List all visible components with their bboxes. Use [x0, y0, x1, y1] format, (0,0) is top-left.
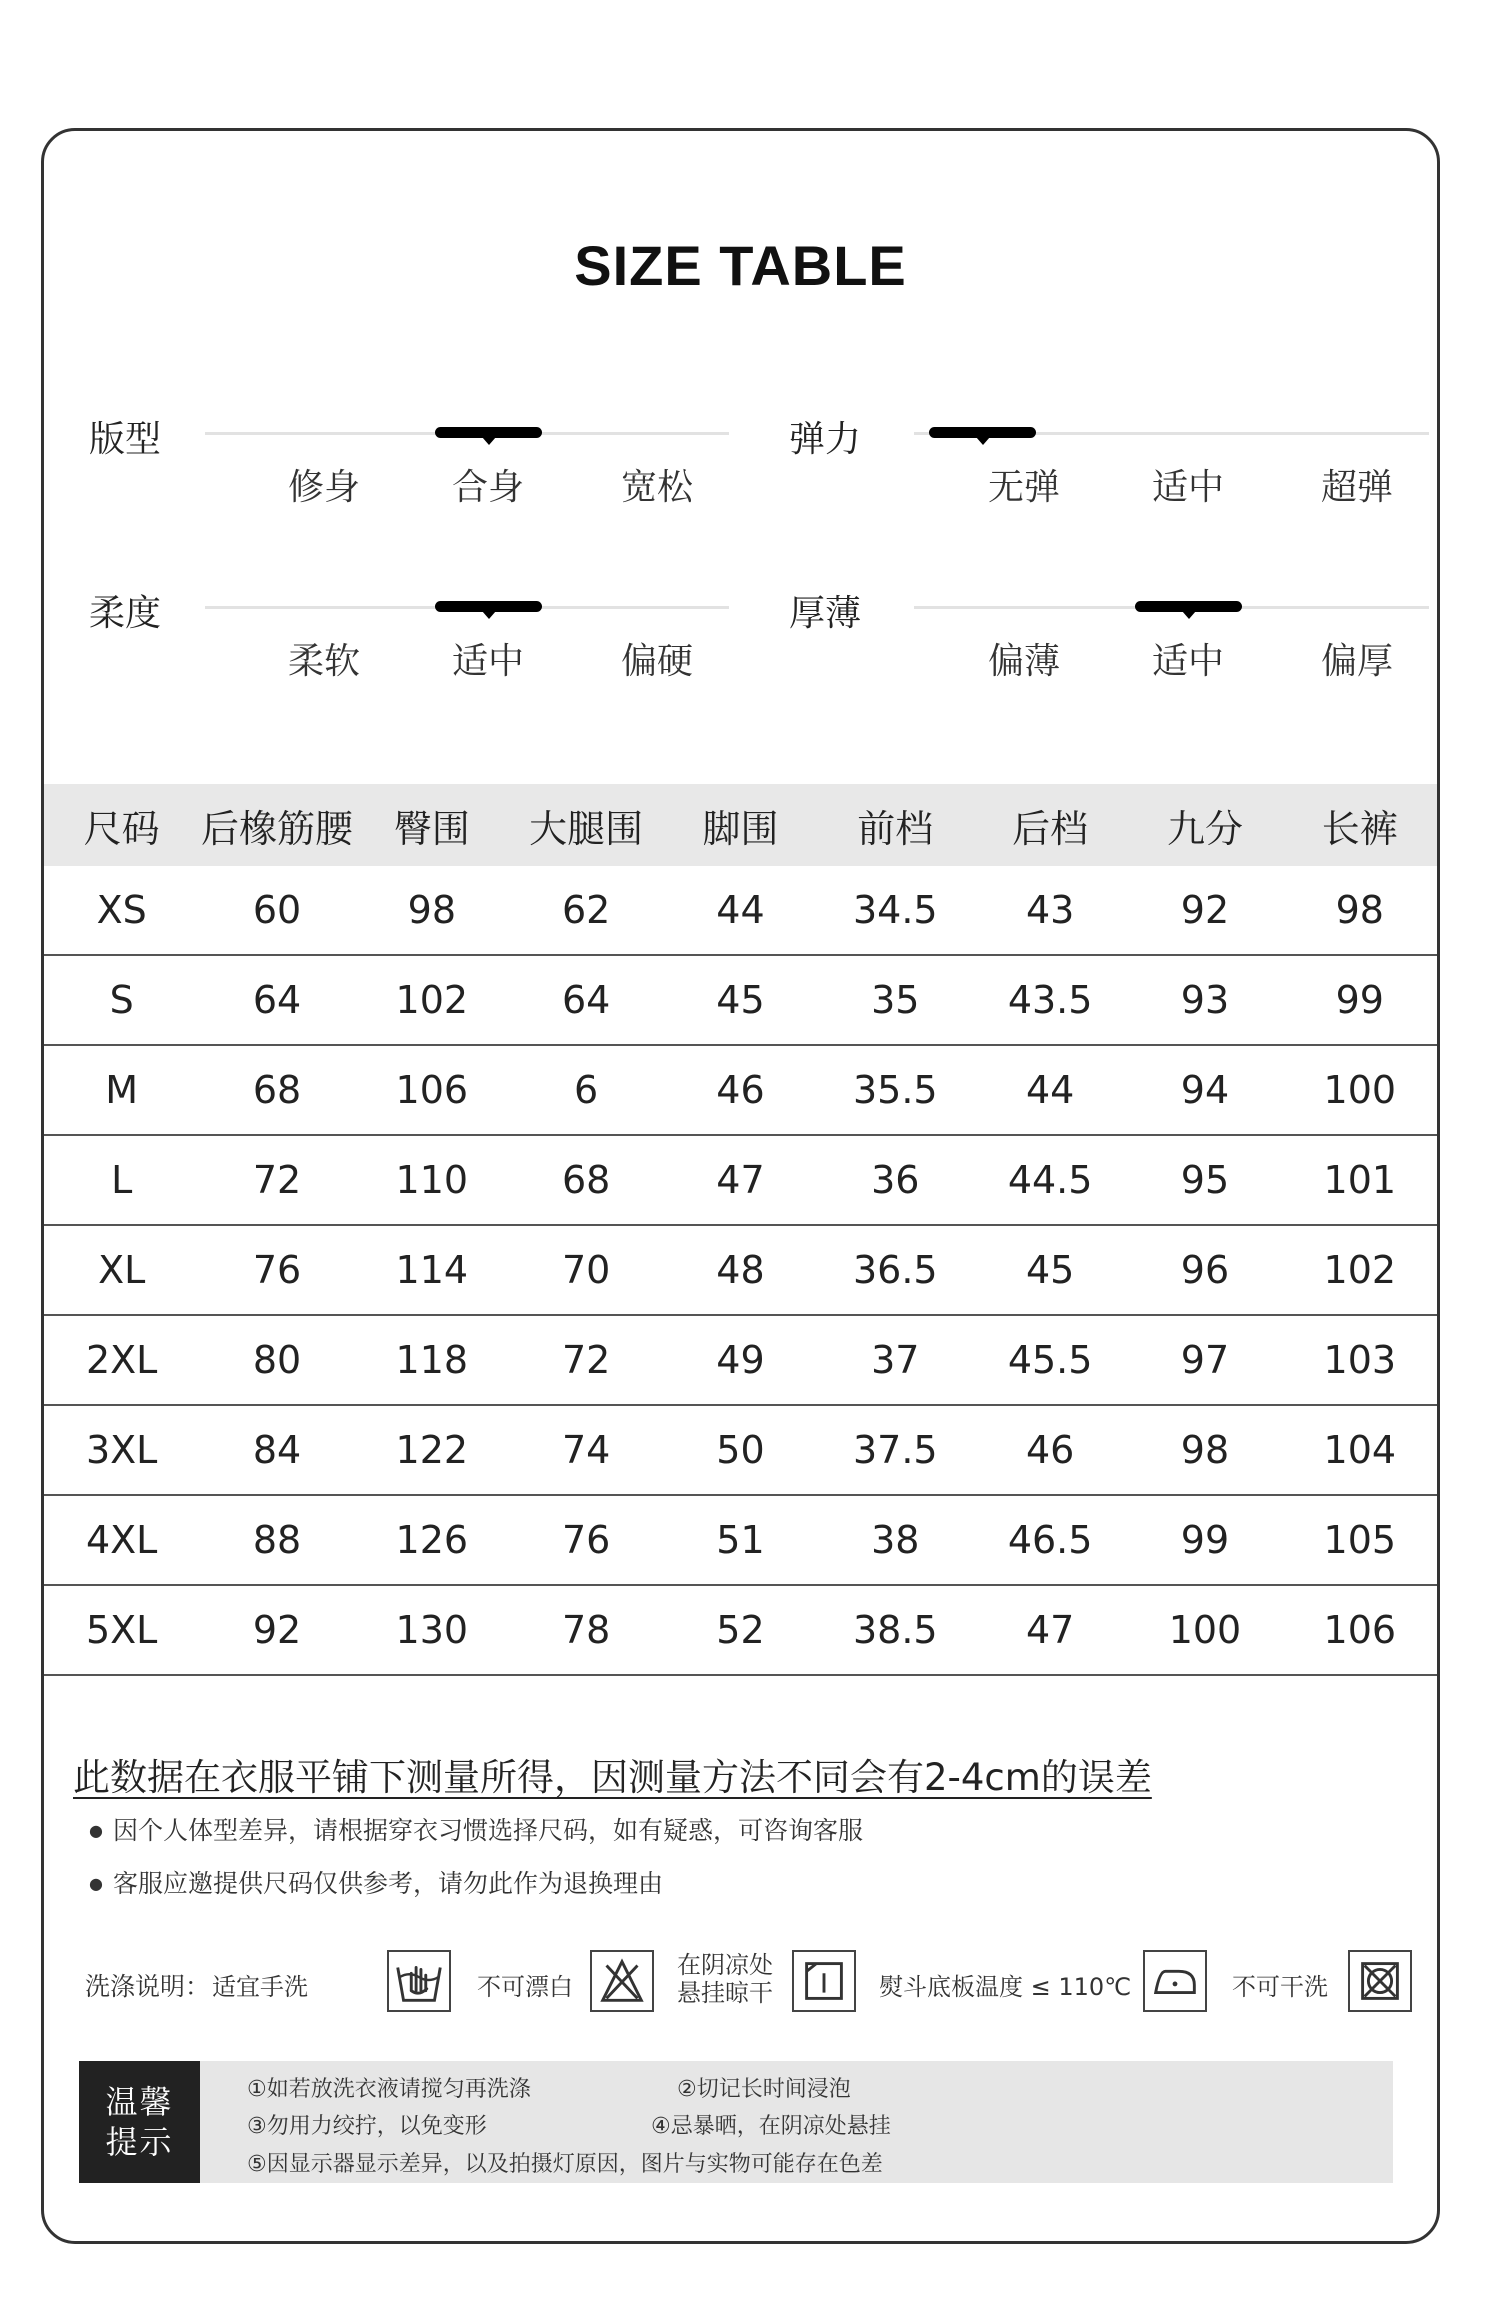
attribute-marker	[929, 427, 1036, 438]
attribute-marker	[435, 427, 542, 438]
measurement-cell: 72	[199, 1135, 354, 1225]
attribute-option: 适中	[451, 641, 524, 682]
no-dry-clean-icon	[1348, 1950, 1412, 2012]
measurement-cell: 50	[663, 1405, 817, 1495]
column-header: 九分	[1127, 784, 1282, 866]
attribute-elasticity	[789, 411, 1429, 531]
measurement-cell: 70	[509, 1225, 663, 1315]
washing-text: 不可漂白	[477, 1973, 573, 2001]
measurement-cell: 37.5	[818, 1405, 973, 1495]
size-cell: 2XL	[44, 1315, 199, 1405]
tip-item: ②切记长时间浸泡	[677, 2077, 851, 2102]
tip-item: ③勿用力绞拧，以免变形	[247, 2114, 487, 2139]
attribute-label: 弹力	[789, 419, 862, 460]
measurement-cell: 101	[1283, 1135, 1437, 1225]
attribute-label: 版型	[89, 419, 162, 460]
measurement-note: 此数据在衣服平铺下测量所得，因测量方法不同会有2-4cm的误差	[73, 1756, 1152, 1799]
measurement-cell: 102	[355, 955, 509, 1045]
measurement-cell: 68	[199, 1045, 354, 1135]
tips-label-line-2: 提示	[105, 2123, 174, 2161]
table-row	[44, 1495, 1437, 1585]
attribute-option: 偏厚	[1320, 641, 1393, 682]
attribute-option: 偏硬	[620, 641, 693, 682]
table-row	[44, 1225, 1437, 1315]
measurement-cell: 74	[509, 1405, 663, 1495]
table-row	[44, 1045, 1437, 1135]
measurement-cell: 48	[663, 1225, 817, 1315]
page-title: SIZE TABLE	[574, 234, 907, 297]
tip-item: ⑤因显示器显示差异，以及拍摄灯原因，图片与实物可能存在色差	[247, 2152, 883, 2177]
washing-text: 不可干洗	[1232, 1973, 1328, 2001]
measurement-cell: 64	[509, 955, 663, 1045]
measurement-cell: 62	[509, 866, 663, 955]
attribute-label: 柔度	[89, 593, 162, 634]
measurement-cell: 94	[1127, 1045, 1282, 1135]
measurement-cell: 35.5	[818, 1045, 973, 1135]
attribute-option: 适中	[1151, 467, 1224, 508]
measurement-cell: 95	[1127, 1135, 1282, 1225]
measurement-cell: 122	[355, 1405, 509, 1495]
attribute-option: 偏薄	[987, 641, 1060, 682]
measurement-cell: 92	[199, 1585, 354, 1675]
note-item: ● 因个人体型差异，请根据穿衣习惯选择尺码，如有疑惑，可咨询客服	[89, 1811, 863, 1847]
measurement-cell: 45	[663, 955, 817, 1045]
washing-instructions	[85, 1947, 1405, 2017]
shade-dry-icon	[792, 1950, 856, 2012]
measurement-cell: 104	[1283, 1405, 1437, 1495]
measurement-cell: 37	[818, 1315, 973, 1405]
measurement-cell: 6	[509, 1045, 663, 1135]
size-cell: S	[44, 955, 199, 1045]
column-header: 前档	[818, 784, 973, 866]
measurement-cell: 88	[199, 1495, 354, 1585]
washing-text: 熨斗底板温度 ≤ 110℃	[879, 1973, 1132, 2001]
washing-label: 洗涤说明：	[85, 1972, 211, 2001]
attribute-label: 厚薄	[789, 593, 862, 634]
measurement-cell: 44	[973, 1045, 1127, 1135]
measurement-cell: 92	[1127, 866, 1282, 955]
measurement-cell: 49	[663, 1315, 817, 1405]
measurement-cell: 100	[1127, 1585, 1282, 1675]
table-row	[44, 1315, 1437, 1405]
size-cell: 5XL	[44, 1585, 199, 1675]
measurement-cell: 105	[1283, 1495, 1437, 1585]
column-header: 臀围	[355, 784, 509, 866]
size-card	[41, 128, 1440, 2244]
attribute-marker	[435, 601, 542, 612]
washing-text: 适宜手洗	[212, 1973, 308, 2001]
measurement-cell: 46	[973, 1405, 1127, 1495]
measurement-cell: 44	[663, 866, 817, 955]
washing-text: 在阴凉处 悬挂晾干	[677, 1951, 773, 2007]
size-table	[44, 784, 1437, 1676]
iron-low-icon	[1143, 1950, 1207, 2012]
attribute-marker	[1135, 601, 1242, 612]
measurement-cell: 98	[1283, 866, 1437, 955]
measurement-cell: 51	[663, 1495, 817, 1585]
measurement-cell: 46.5	[973, 1495, 1127, 1585]
tip-item: ①如若放洗衣液请搅匀再洗涤	[247, 2077, 531, 2102]
size-cell: 3XL	[44, 1405, 199, 1495]
size-cell: L	[44, 1135, 199, 1225]
measurement-cell: 52	[663, 1585, 817, 1675]
attribute-option: 宽松	[620, 467, 693, 508]
measurement-cell: 46	[663, 1045, 817, 1135]
column-header: 后橡筋腰	[199, 784, 354, 866]
column-header: 脚围	[663, 784, 817, 866]
measurement-cell: 64	[199, 955, 354, 1045]
tips-box	[79, 2061, 1393, 2183]
attribute-option: 无弹	[987, 467, 1060, 508]
measurement-cell: 98	[1127, 1405, 1282, 1495]
attribute-option: 柔软	[287, 641, 360, 682]
measurement-cell: 130	[355, 1585, 509, 1675]
measurement-cell: 126	[355, 1495, 509, 1585]
measurement-cell: 76	[199, 1225, 354, 1315]
measurement-cell: 100	[1283, 1045, 1437, 1135]
measurement-cell: 44.5	[973, 1135, 1127, 1225]
measurement-cell: 99	[1127, 1495, 1282, 1585]
size-cell: M	[44, 1045, 199, 1135]
measurement-cell: 60	[199, 866, 354, 955]
column-header: 大腿围	[509, 784, 663, 866]
measurement-cell: 97	[1127, 1315, 1282, 1405]
table-row	[44, 1405, 1437, 1495]
measurement-cell: 106	[355, 1045, 509, 1135]
measurement-cell: 114	[355, 1225, 509, 1315]
no-bleach-icon	[590, 1950, 654, 2012]
measurement-cell: 68	[509, 1135, 663, 1225]
attribute-option: 适中	[1151, 641, 1224, 682]
measurement-cell: 99	[1283, 955, 1437, 1045]
column-header: 尺码	[44, 784, 199, 866]
attribute-softness	[89, 585, 729, 705]
measurement-cell: 93	[1127, 955, 1282, 1045]
measurement-cell: 47	[663, 1135, 817, 1225]
measurement-cell: 96	[1127, 1225, 1282, 1315]
measurement-cell: 38.5	[818, 1585, 973, 1675]
measurement-cell: 72	[509, 1315, 663, 1405]
attribute-option: 修身	[287, 467, 360, 508]
measurement-cell: 36	[818, 1135, 973, 1225]
measurement-cell: 84	[199, 1405, 354, 1495]
measurement-cell: 43.5	[973, 955, 1127, 1045]
measurement-cell: 103	[1283, 1315, 1437, 1405]
hand-wash-icon	[387, 1950, 451, 2012]
measurement-cell: 110	[355, 1135, 509, 1225]
table-header-row	[44, 784, 1437, 866]
measurement-cell: 45.5	[973, 1315, 1127, 1405]
measurement-cell: 38	[818, 1495, 973, 1585]
attribute-option: 合身	[451, 467, 524, 508]
note-item: ● 客服应邀提供尺码仅供参考，请勿此作为退换理由	[89, 1864, 663, 1900]
measurement-cell: 34.5	[818, 866, 973, 955]
tips-label-line-1: 温馨	[105, 2083, 174, 2121]
size-cell: 4XL	[44, 1495, 199, 1585]
column-header: 长裤	[1283, 784, 1437, 866]
size-cell: XS	[44, 866, 199, 955]
measurement-cell: 98	[355, 866, 509, 955]
attribute-fit	[89, 411, 729, 531]
measurement-cell: 47	[973, 1585, 1127, 1675]
measurement-cell: 36.5	[818, 1225, 973, 1315]
attribute-option: 超弹	[1320, 467, 1393, 508]
tip-item: ④忌暴晒，在阴凉处悬挂	[651, 2114, 891, 2139]
measurement-cell: 45	[973, 1225, 1127, 1315]
tips-label	[79, 2061, 200, 2183]
table-row	[44, 1135, 1437, 1225]
size-cell: XL	[44, 1225, 199, 1315]
table-row	[44, 955, 1437, 1045]
measurement-cell: 118	[355, 1315, 509, 1405]
measurement-cell: 43	[973, 866, 1127, 955]
measurement-cell: 80	[199, 1315, 354, 1405]
column-header: 后档	[973, 784, 1127, 866]
measurement-cell: 106	[1283, 1585, 1437, 1675]
attribute-thickness	[789, 585, 1429, 705]
measurement-cell: 78	[509, 1585, 663, 1675]
measurement-cell: 35	[818, 955, 973, 1045]
measurement-cell: 76	[509, 1495, 663, 1585]
table-row	[44, 866, 1437, 955]
table-row	[44, 1585, 1437, 1675]
measurement-cell: 102	[1283, 1225, 1437, 1315]
